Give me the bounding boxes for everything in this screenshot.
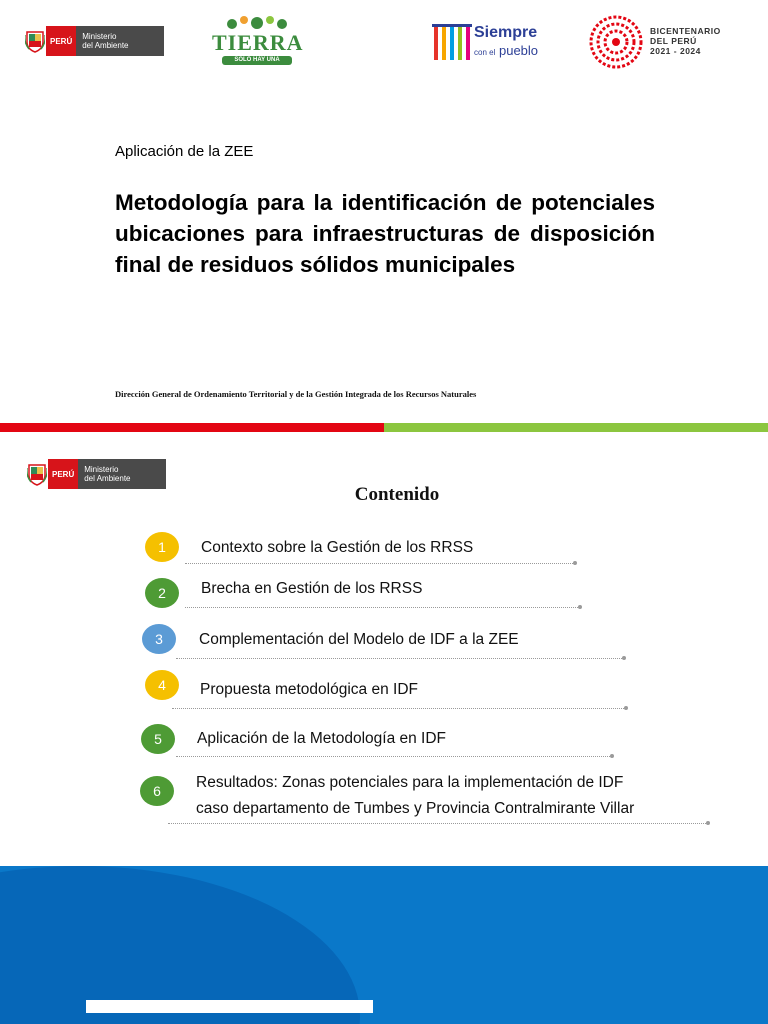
- tierra-word: TIERRA: [212, 30, 304, 55]
- leader-end-dot: [706, 821, 710, 825]
- leader-end-dot: [573, 561, 577, 565]
- cover-subtitle: Aplicación de la ZEE: [115, 143, 254, 160]
- item-number-badge: 5: [141, 724, 175, 754]
- ministerio-line2: del Ambiente: [82, 41, 129, 50]
- leader-end-dot: [578, 605, 582, 609]
- dotted-leader: [176, 756, 612, 757]
- leader-end-dot: [610, 754, 614, 758]
- bicentenario-line1: BICENTENARIO: [650, 26, 721, 36]
- item-label: Aplicación de la Metodología en IDF: [197, 730, 447, 747]
- ministerio-line1: Ministerio: [82, 32, 117, 41]
- item-label-line1: Resultados: Zonas potenciales para la implementación de IDF: [196, 774, 624, 791]
- red-divider-bar: [0, 423, 384, 432]
- item-number-badge: 6: [140, 776, 174, 806]
- ministerio-line1: Ministerio: [84, 465, 119, 474]
- green-divider-bar: [384, 423, 768, 432]
- peru-label: PERÚ: [48, 459, 78, 489]
- item-number-badge: 3: [142, 624, 176, 654]
- item-label: Propuesta metodológica en IDF: [200, 681, 418, 698]
- item-label: Contexto sobre la Gestión de los RRSS: [201, 539, 474, 556]
- ministerio-line2: del Ambiente: [84, 474, 131, 483]
- bicentenario-logo: [588, 14, 738, 70]
- ministerio-ambiente-logo: [24, 26, 164, 56]
- bicentenario-line2: DEL PERÚ: [650, 36, 697, 46]
- figures-icon: [432, 22, 472, 64]
- peru-label: PERÚ: [46, 26, 76, 56]
- contents-slide: [0, 432, 768, 866]
- item-number-badge: 2: [145, 578, 179, 608]
- tierra-solo-hay-una-logo: [212, 14, 302, 66]
- cover-slide: [0, 0, 768, 432]
- con-el-text: con el: [474, 48, 496, 57]
- item-label-line2: caso departamento de Tumbes y Provincia Contralmirante Villar: [196, 800, 635, 817]
- pueblo-text: pueblo: [498, 43, 539, 58]
- blue-slide: [0, 866, 768, 1024]
- direccion-general-text: Dirección General de Ordenamiento Territorial y de la Gestión Integrada de los Recursos Naturales: [115, 389, 477, 399]
- dotted-leader: [176, 658, 624, 659]
- siempre-con-el-pueblo-logo: [432, 22, 552, 66]
- bicentenario-line3: 2021 - 2024: [650, 46, 701, 56]
- dotted-leader: [172, 708, 626, 709]
- leader-end-dot: [622, 656, 626, 660]
- con-el-pueblo-text: [474, 43, 538, 58]
- white-bar: [86, 1000, 373, 1013]
- dotted-leader: [168, 823, 708, 824]
- item-label: Complementación del Modelo de IDF a la ZEE: [199, 631, 519, 648]
- tierra-subtitle: SOLO HAY UNA: [222, 56, 292, 65]
- ministerio-label: [76, 26, 164, 56]
- item-number-badge: 4: [145, 670, 179, 700]
- dotted-leader: [185, 607, 580, 608]
- item-number-badge: 1: [145, 532, 179, 562]
- dotted-leader: [185, 563, 575, 564]
- bicentenario-text: [650, 26, 721, 56]
- cover-title: Metodología para la identificación de potenciales ubicaciones para infraestructuras de disposición final de residuos sólidos municipales: [115, 190, 655, 277]
- siempre-text: Siempre: [474, 24, 538, 41]
- item-label: Brecha en Gestión de los RRSS: [201, 580, 423, 597]
- leader-end-dot: [624, 706, 628, 710]
- bicentenario-sun-icon: [588, 14, 644, 70]
- coat-of-arms-icon: [24, 26, 46, 56]
- contents-heading: Contenido: [354, 484, 440, 505]
